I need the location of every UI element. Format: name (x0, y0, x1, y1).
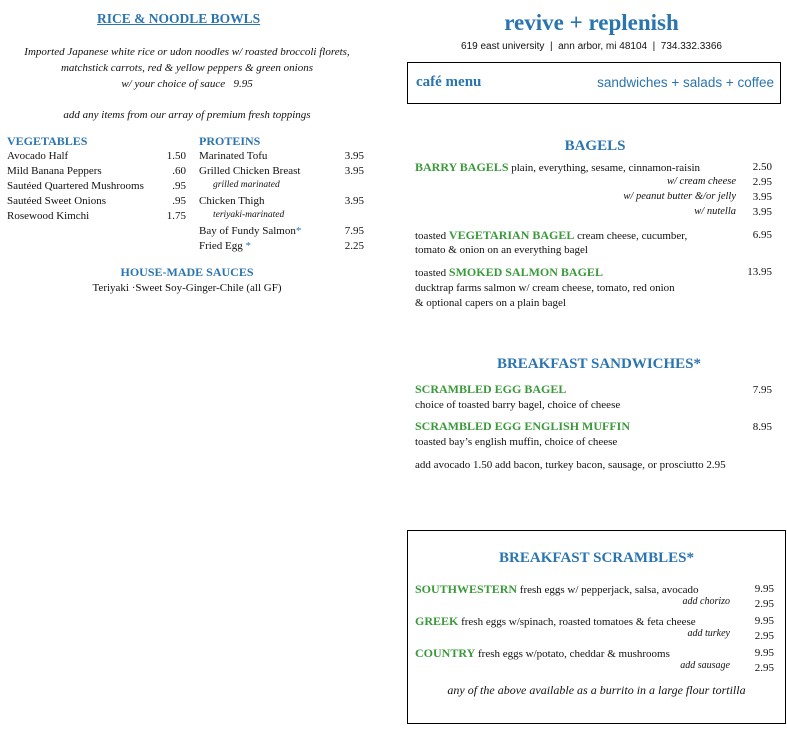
protein-name-text: Bay of Fundy Salmon (199, 225, 296, 237)
protein-item-price: 7.95 (344, 225, 364, 237)
bagels-heading: BAGELS (564, 138, 626, 154)
breakfast-sandwiches-heading: BREAKFAST SANDWICHES* (496, 356, 702, 372)
vegetable-item-name: Sautéed Quartered Mushrooms (7, 180, 144, 192)
protein-item-price: 3.95 (344, 150, 364, 162)
protein-item-name (199, 165, 300, 177)
vegetables-heading: VEGETABLES (7, 134, 88, 148)
rice-desc-line2: matchstick carrots, red & yellow peppers & green onions (60, 62, 314, 74)
scramble-addon-price: 2.95 (754, 598, 774, 610)
bagel-addon-label: w/ cream cheese (667, 176, 736, 187)
protein-item-name (199, 240, 251, 252)
scramble-item-name: COUNTRY (415, 646, 476, 660)
vegetable-item-name: Rosewood Kimchi (7, 210, 90, 222)
bagel-addon-label: w/ peanut butter &/or jelly (623, 191, 736, 202)
scramble-item-name: SOUTHWESTERN (415, 582, 518, 596)
protein-item-name (199, 150, 267, 162)
tagline: sandwiches + salads + coffee (597, 75, 774, 90)
barry-bagels-price: 2.50 (752, 161, 772, 173)
vegetarian-bagel-price: 6.95 (752, 229, 772, 241)
english-muffin-price: 8.95 (752, 421, 772, 433)
bagel-addon-price: 3.95 (752, 206, 772, 218)
protein-item-name (199, 225, 301, 237)
vegetable-item-price: 1.75 (166, 210, 186, 222)
smoked-salmon-line: toasted SMOKED SALMON BAGEL (415, 265, 603, 279)
scramble-item-line (415, 582, 698, 597)
protein-item-price: 3.95 (344, 195, 364, 207)
protein-name-text: Fried Egg (199, 240, 246, 252)
smoked-salmon-price: 13.95 (747, 266, 772, 278)
scrambled-egg-bagel-desc: choice of toasted barry bagel, choice of cheese (415, 399, 621, 411)
vegetable-item-price: .95 (172, 195, 186, 207)
protein-note (213, 210, 284, 220)
vegetarian-bagel-name: VEGETARIAN BAGEL (448, 228, 575, 242)
protein-item-price: 2.25 (344, 240, 364, 252)
brand-title: revive + replenish (504, 10, 679, 35)
scrambled-egg-bagel-price: 7.95 (752, 384, 772, 396)
sauces-text: Teriyaki ·Sweet Soy-Ginger-Chile (all GF) (92, 282, 282, 294)
protein-name-text: Marinated Tofu (199, 150, 268, 162)
scramble-addon-price: 2.95 (754, 662, 774, 674)
bagel-addon-price: 3.95 (752, 191, 772, 203)
barry-bagels-name: BARRY BAGELS (415, 160, 509, 174)
scramble-addon-label: add chorizo (682, 596, 730, 607)
scramble-item-line (415, 646, 670, 661)
scramble-addon-price: 2.95 (754, 630, 774, 642)
rice-desc-line3: w/ your choice of sauce 9.95 (121, 78, 253, 90)
protein-name-text: teriyaki-marinated (213, 210, 285, 220)
scramble-item-price: 9.95 (754, 615, 774, 627)
scramble-item-name: GREEK (415, 614, 459, 628)
scramble-item-desc: fresh eggs w/spinach, roasted tomatoes & feta cheese (458, 616, 696, 628)
protein-star: * (245, 240, 251, 252)
vegetable-item-price: .60 (172, 165, 186, 177)
protein-note (213, 180, 280, 190)
vegetable-item-price: 1.50 (166, 150, 186, 162)
english-muffin-desc: toasted bay’s english muffin, choice of cheese (415, 436, 618, 448)
toppings-note: add any items from our array of premium fresh toppings (63, 109, 311, 121)
vegetarian-bagel-line: toasted VEGETARIAN BAGEL cream cheese, cucumber, (415, 228, 688, 242)
burrito-note: any of the above available as a burrito in a large flour tortilla (447, 683, 746, 697)
sauces-heading: HOUSE-MADE SAUCES (120, 265, 254, 279)
rice-noodle-title: RICE & NOODLE BOWLS (97, 11, 261, 26)
english-muffin-name: SCRAMBLED EGG ENGLISH MUFFIN (415, 419, 631, 433)
scramble-item-price: 9.95 (754, 583, 774, 595)
scramble-item-price: 9.95 (754, 647, 774, 659)
smoked-salmon-name: SMOKED SALMON BAGEL (448, 265, 603, 279)
protein-name-text: Grilled Chicken Breast (199, 165, 301, 177)
rice-description (0, 44, 374, 92)
bagel-addon-price: 2.95 (752, 176, 772, 188)
scrambles-box (407, 530, 786, 724)
scramble-addon-label: add turkey (687, 628, 730, 639)
protein-item-price: 3.95 (344, 165, 364, 177)
vegetable-item-name: Avocado Half (7, 150, 69, 162)
protein-item-name (199, 195, 264, 207)
scramble-item-desc: fresh eggs w/potato, cheddar & mushrooms (475, 648, 670, 660)
scramble-item-line (415, 614, 696, 629)
scramble-addon-label: add sausage (680, 660, 730, 671)
protein-name-text: grilled marinated (213, 180, 280, 190)
vegetable-item-name: Sautéed Sweet Onions (7, 195, 106, 207)
bagel-addon-label: w/ nutella (694, 206, 736, 217)
protein-star: * (295, 225, 302, 237)
rice-price: 9.95 (233, 78, 253, 90)
rice-desc-line1: Imported Japanese white rice or udon noodles w/ roasted broccoli florets, (24, 46, 350, 58)
cafe-menu-banner (407, 62, 781, 104)
sandwich-addons-note: add avocado 1.50 add bacon, turkey bacon, sausage, or prosciutto 2.95 (415, 459, 726, 471)
barry-bagels-line (415, 160, 700, 175)
protein-name-text: Chicken Thigh (199, 195, 265, 207)
smoked-salmon-desc2: & optional capers on a plain bagel (415, 297, 566, 309)
scrambled-egg-bagel-name: SCRAMBLED EGG BAGEL (415, 382, 567, 396)
vegetarian-bagel-desc: tomato & onion on an everything bagel (415, 244, 588, 256)
smoked-salmon-desc1: ducktrap farms salmon w/ cream cheese, tomato, red onion (415, 282, 675, 294)
vegetable-item-name: Mild Banana Peppers (7, 165, 102, 177)
cafe-menu-label: café menu (416, 74, 482, 90)
proteins-heading: PROTEINS (199, 134, 261, 148)
address-line: 619 east university | ann arbor, mi 48104 | 734.332.3366 (461, 41, 722, 52)
scramble-item-desc: fresh eggs w/ pepperjack, salsa, avocado (517, 584, 699, 596)
vegetable-item-price: .95 (172, 180, 186, 192)
scrambles-heading: BREAKFAST SCRAMBLES* (499, 550, 694, 566)
barry-bagels-desc: plain, everything, sesame, cinnamon-raisin (508, 162, 701, 174)
